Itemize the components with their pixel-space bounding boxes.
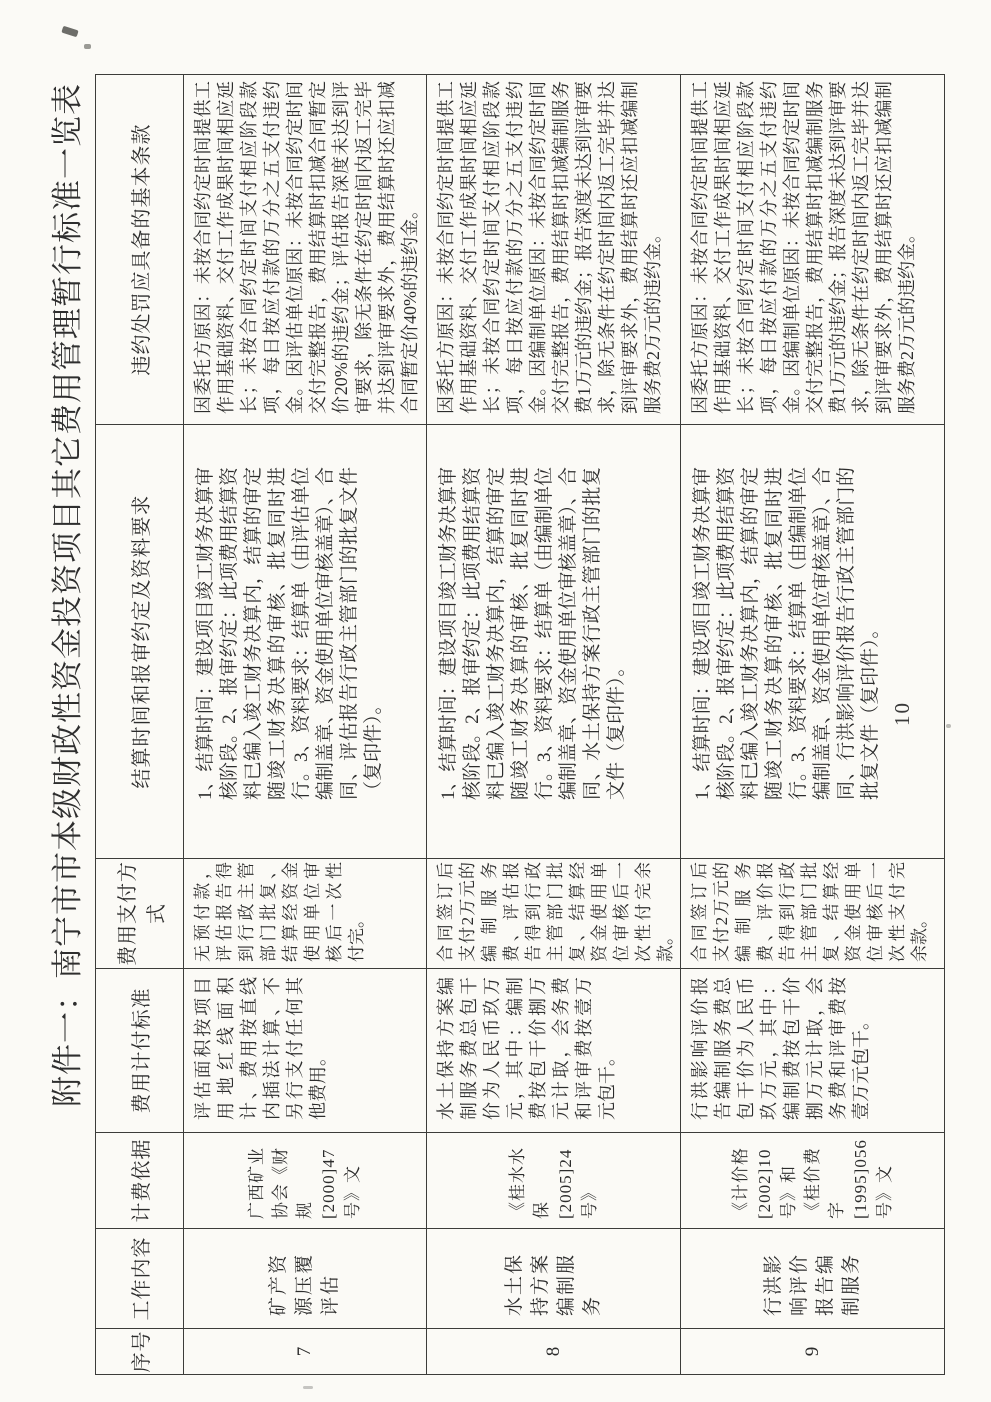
scan-blemish — [946, 724, 951, 728]
table-row — [427, 75, 681, 1375]
table-row — [184, 75, 427, 1375]
table-header-row — [96, 75, 184, 1375]
cell-payment-method: 合同签订后支付2万元的编制服务费、评估报告得到行政主管部门批复、结算经资金使用单位审核后一次性付完余款。 — [427, 859, 681, 969]
cell-work-content: 矿产资源压覆评估 — [184, 1229, 427, 1329]
cell-serial: 9 — [681, 1329, 945, 1375]
col-header-payment-method: 费用支付方式 — [96, 859, 184, 969]
cell-settlement: 1、结算时间：建设项目竣工财务决算审核阶段。2、报审约定：此项费用结算资料已编入竣工财务决算内，结算的审定随竣工财务决算的审核、批复同时进行。3、资料要求：结算单（由编制单位编制盖章、资金使用单位审核盖章）、合同、行洪影响评价报告行政主管部门的批复文件（复印件）。 — [681, 425, 945, 859]
cell-penalty: 因委托方原因：未按合同约定时间提供工作用基础资料、交付工作成果时间相应延长；未按合同约定时间支付相应阶段款项，每日按应付款的万分之五支付违约金。因编制单位原因：未按合同约定时间交付完整报告，费用结算时扣减编制服务费1万元的违约金；报告深度未达到评审要求，除无条件在约定时间内返工完毕并达到评审要求外，费用结算时还应扣减编制服务费2万元的违约金。 — [681, 75, 945, 425]
standards-table — [95, 74, 945, 1375]
scan-blemish — [303, 1386, 313, 1389]
cell-penalty: 因委托方原因：未按合同约定时间提供工作用基础资料、交付工作成果时间相应延长；未按合同约定时间支付相应阶段款项，每日按应付款的万分之五支付违约金。因编制单位原因：未按合同约定时间交付完整报告，费用结算时扣减编制服务费1万元的违约金；报告深度未达到评审要求，除无条件在约定时间内返工完毕并达到评审要求外，费用结算时还应扣减编制服务费2万元的违约金。 — [427, 75, 681, 425]
col-header-serial: 序号 — [96, 1329, 184, 1375]
cell-fee-standard: 行洪影响评价报告编制服务费总包干价为人民币玖万元，其中：编制费按包干价捌万元计取，会务费和评审费按壹万元包干。 — [681, 969, 945, 1133]
cell-settlement: 1、结算时间：建设项目竣工财务决算审核阶段。2、报审约定：此项费用结算资料已编入竣工财务决算内，结算的审定随竣工财务决算的审核、批复同时进行。3、资料要求：结算单（由评估单位编制盖章、资金使用单位审核盖章）、合同、评估报告行政主管部门的批复文件（复印件）。 — [184, 425, 427, 859]
col-header-penalty: 违约处罚应具备的基本条款 — [96, 75, 184, 425]
col-header-settlement: 结算时间和报审约定及资料要求 — [96, 425, 184, 859]
cell-payment-method: 合同签订后支付2万元的编制服务费、评价报告得到行政主管部门批复、结算经资金使用单位审核后一次性支付完余款。 — [681, 859, 945, 969]
col-header-fee-basis: 计费依据 — [96, 1133, 184, 1229]
cell-work-content: 行洪影响评价报告编制服务 — [681, 1229, 945, 1329]
cell-fee-standard: 水土保持方案编制服务费总包干价为人民币玖万元，其中：编制费按包干价捌万元计取，会务费和评审费按壹万元包干。 — [427, 969, 681, 1133]
scan-blemish — [84, 44, 91, 49]
page-number: 10 — [890, 701, 914, 726]
cell-serial: 7 — [184, 1329, 427, 1375]
page-title: 附件一：南宁市市本级财政性资金投资项目其它费用管理暂行标准一览表 — [50, 83, 85, 1107]
cell-payment-method: 无预付款，评估报告得到行政主管部门批复、结算经资金使用单位审核后一次性付完。 — [184, 859, 427, 969]
cell-penalty: 因委托方原因：未按合同约定时间提供工作用基础资料、交付工作成果时间相应延长；未按合同约定时间支付相应阶段款项，每日按应付款的万分之五支付违约金。因评估单位原因：未按合同约定时间交付完整报告，费用结算时扣减合同暂定价20%的违约金；评估报告深度未达到评审要求，除无条件在约定时间内返工完毕并达到评审要求外，费用结算时还应扣减合同暂定价40%的违约金。 — [184, 75, 427, 425]
cell-fee-basis: 广西矿业协会《财规[2000]47号》文 — [184, 1133, 427, 1229]
cell-serial: 8 — [427, 1329, 681, 1375]
cell-fee-standard: 评估面积按项目用地红线面积计、费用按直线内插法计算、不另行支付任何其他费用。 — [184, 969, 427, 1133]
cell-settlement: 1、结算时间：建设项目竣工财务决算审核阶段。2、报审约定：此项费用结算资料已编入竣工财务决算内，结算的审定随竣工财务决算的审核、批复同时进行。3、资料要求：结算单（由编制单位编制盖章、资金使用单位审核盖章）、合同、水土保持方案行政主管部门的批复文件（复印件）。 — [427, 425, 681, 859]
col-header-work-content: 工作内容 — [96, 1229, 184, 1329]
cell-work-content: 水土保持方案编制服务 — [427, 1229, 681, 1329]
col-header-fee-standard: 费用计付标准 — [96, 969, 184, 1133]
cell-fee-basis: 《桂水水保[2005]24号》 — [427, 1133, 681, 1229]
cell-fee-basis: 《计价格[2002]10号》和《桂价费字[1995]056号》文 — [681, 1133, 945, 1229]
